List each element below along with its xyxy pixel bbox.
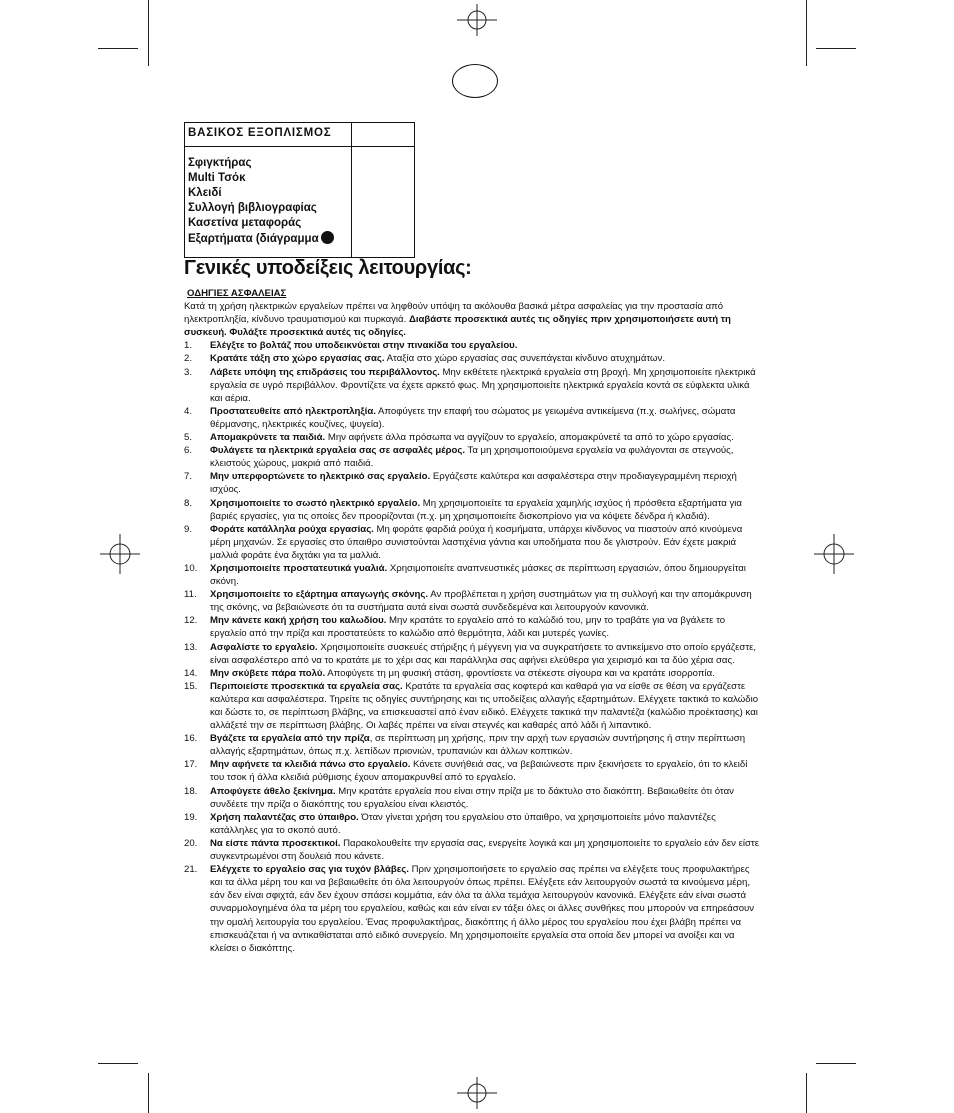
item-plain-text: Μην κρατάτε εργαλεία που είναι στην πρίζα με το δάκτυλο στο διακόπτη. Βεβαιωθείτε ότι όταν συνδέετε την πρίζα ο διακόπτης του εργαλείου είναι κλειστός. (210, 785, 734, 810)
safety-item (184, 431, 764, 444)
item-plain-text: Μην κρατάτε το εργαλείο από το καλώδιό του, μην το τραβάτε για να βγάλετε το εργαλείο από την πρίζα και προστατεύετε το καλώδιο από θερμότητα, λάδι και μυτερές γωνίες. (210, 615, 726, 640)
item-plain-text: Κρατάτε τα εργαλεία σας κοφτερά και καθαρά για να είσθε σε θέση να εργάζεστε καλύτερα και ασφαλέστερα. Τηρείτε τις οδηγίες συντήρησης και τις υποδείξεις αλλαγής εξαρτημάτων. Ελέγχετε τακτικά το καλώδιο και δώστε το, σε περίπτωση βλάβης, να επισκευαστεί από έναν ειδικό. Ελέγχετε τακτικά την παλαντέζα (καλώδιο προέκτασης) και αλλάξετέ την σε περίπτωση βλάβης. Οι λαβές πρέπει να είναι στεγνές και καθαρές από λάδι ή λιπαντικό. (210, 680, 759, 732)
item-plain-text: Χρησιμοποιείτε συσκευές στήριξης ή μέγγενη για να συγκρατήσετε το αντικείμενο στο οποίο εργάζεστε, είναι ασφαλέστερο από να το κρατάτε με το χέρι σας και παράλληλα σας αφήνει ελεύθερα για χειρισμό και τα δύο χέρια σας. (210, 641, 757, 666)
item-bold-text: Απομακρύνετε τα παιδιά. (210, 432, 326, 444)
crop-mark (98, 48, 138, 49)
safety-item (184, 497, 764, 523)
equipment-list (185, 147, 352, 258)
equipment-table-header: ΒΑΣΙΚΟΣ ΕΞΟΠΛΙΣΜΟΣ (185, 123, 352, 147)
equipment-item: Συλλογή βιβλιογραφίας (188, 202, 317, 214)
item-text (210, 863, 764, 955)
item-text (210, 562, 764, 588)
safety-item (184, 641, 764, 667)
equipment-item: Κλειδί (188, 187, 222, 199)
safety-item (184, 470, 764, 496)
item-plain-text: Όταν γίνεται χρήση του εργαλείου στο ύπαιθρο, να χρησιμοποιείτε μόνο παλαντέζες κατάλληλες για το σκοπό αυτό. (210, 811, 716, 836)
item-plain-text: Αποφύγετε την επαφή του σώματος με γειωμένα αντικείμενα (π.χ. σωλήνες, σώματα θέρμανσης, ηλεκτρικές κουζίνες, ψυγεία). (210, 405, 736, 430)
item-bold-text: Ελέγχετε το εργαλείο σας για τυχόν βλάβες. (210, 864, 409, 876)
item-plain-text: Κάνετε συνήθειά σας, να βεβαιώνεστε πριν ξεκινήσετε το εργαλείο, ότι το κλειδί του τσοκ ή άλλα κλειδιά ρύθμισης έχουν απομακρυνθεί από το εργαλείο. (210, 759, 748, 784)
item-text (210, 444, 764, 470)
safety-item (184, 444, 764, 470)
item-text (210, 614, 764, 640)
safety-item (184, 680, 764, 732)
item-number: 18. (184, 785, 198, 797)
item-bold-text: Χρησιμοποιείτε το εξάρτημα απαγωγής σκόνης. (210, 589, 429, 601)
crop-mark (806, 0, 807, 66)
crop-mark (98, 1063, 138, 1064)
equipment-item: Εξαρτήματα (διάγραμμα (188, 233, 319, 245)
safety-item (184, 837, 764, 863)
safety-item (184, 339, 764, 352)
item-text (210, 431, 764, 444)
item-plain-text: Τα μη χρησιμοποιούμενα εργαλεία να φυλάγονται σε στεγνούς, κλειστούς χώρους, μακριά από παιδιά. (210, 445, 734, 470)
item-number: 7. (184, 471, 193, 483)
item-number: 3. (184, 366, 193, 378)
safety-item (184, 352, 764, 365)
item-bold-text: Λάβετε υπόψη της επιδράσεις του περιβάλλοντος. (210, 366, 440, 378)
language-oval-icon (452, 64, 498, 98)
item-number: 4. (184, 405, 193, 417)
safety-item (184, 366, 764, 405)
item-number: 9. (184, 523, 193, 535)
item-text (210, 641, 764, 667)
item-plain-text: Χρησιμοποιείτε αναπνευστικές μάσκες σε περίπτωση εργασιών, όπου δημιουργείται σκόνη. (210, 562, 746, 588)
item-text (210, 785, 764, 811)
item-number: 19. (184, 811, 198, 823)
item-bold-text: Περιποιείστε προσεκτικά τα εργαλεία σας. (210, 680, 403, 692)
safety-item (184, 614, 764, 640)
crop-mark (816, 48, 856, 49)
item-bold-text: Ασφαλίστε το εργαλείο. (210, 641, 318, 653)
item-plain-text: Μην εκθέτετε ηλεκτρικά εργαλεία στη βροχή. Μη χρησιμοποιείτε ηλεκτρικά εργαλεία σε υγρό περιβάλλον. Φροντίζετε να έχετε αρκετό φως. Μη χρησιμοποιείτε ηλεκτρικά εργαλεία κοντά σε εύφλεκτα υλικά και αέρια. (210, 366, 756, 404)
item-plain-text: Μην αφήνετε άλλα πρόσωπα να αγγίζουν το εργαλείο, απομακρύνετέ τα από το χώρο εργασίας. (325, 432, 734, 444)
item-text (210, 405, 764, 431)
item-bold-text: Χρήση παλαντέζας στο ύπαιθρο. (210, 811, 359, 823)
item-number: 12. (184, 615, 198, 627)
item-number: 20. (184, 837, 198, 849)
item-text (210, 588, 764, 614)
intro-paragraph (184, 300, 764, 339)
item-plain-text: Αποφύγετε τη μη φυσική στάση, φροντίσετε να στέκεστε σίγουρα και να κρατάτε ισορροπία. (325, 667, 715, 679)
bullet-dot-icon (321, 231, 334, 244)
item-text (210, 497, 764, 523)
safety-item (184, 732, 764, 758)
item-bold-text: Προστατευθείτε από ηλεκτροπληξία. (210, 405, 376, 417)
item-number: 15. (184, 680, 198, 692)
item-text (210, 732, 764, 758)
item-number: 13. (184, 641, 198, 653)
crop-mark (816, 1063, 856, 1064)
item-number: 11. (184, 589, 197, 601)
item-plain-text: Αταξία στο χώρο εργασίας σας συνεπάγεται κίνδυνο ατυχημάτων. (384, 353, 665, 365)
item-number: 10. (184, 562, 198, 574)
item-number: 5. (184, 432, 193, 444)
item-number: 17. (184, 759, 198, 771)
crop-mark (148, 1073, 149, 1113)
item-number: 1. (184, 340, 193, 352)
registration-mark-icon (457, 4, 497, 36)
item-bold-text: Μην υπερφορτώνετε το ηλεκτρικό σας εργαλείο. (210, 471, 431, 483)
item-text (210, 837, 764, 863)
item-bold-text: Μην αφήνετε τα κλειδιά πάνω στο εργαλείο. (210, 759, 411, 771)
item-plain-text: , σε περίπτωση μη χρήσης, πριν την αρχή των εργασιών συντήρησης ή στην περίπτωση αλλαγής εξαρτημάτων, όπως π.χ. λεπίδων πριονιών, τρυπανιών και άλλων κοπτικών. (210, 733, 746, 758)
item-text (210, 366, 764, 405)
equipment-item: Κασετίνα μεταφοράς (188, 217, 302, 229)
item-plain-text: Μη χρησιμοποιείτε τα εργαλεία χαμηλής ισχύος ή πρόσθετα εξαρτήματα για βαριές εργασίες, για τις οποίες δεν προορίζονται (π.χ. μη χρησιμοποιείτε δισκοπρίονο για να κόψετε δένδρα ή κλαδιά). (210, 497, 742, 522)
safety-item (184, 523, 764, 562)
item-bold-text: Αποφύγετε άθελο ξεκίνημα. (210, 785, 336, 797)
item-plain-text: Μη φοράτε φαρδιά ρούχα ή κοσμήματα, υπάρχει κίνδυνος να πιαστούν από κινούμενα μέρη μηχανών. Σε εργασίες στο ύπαιθρο συνιστούνται λαστιχένια γάντια και υποδήματα που δε γλιστρούν. Εάν έχετε μακριά μαλλιά φοράτε ένα διχτάκι για τα μαλλιά. (210, 523, 743, 561)
page-title: Γενικές υποδείξεις λειτουργίας: (184, 257, 472, 279)
item-bold-text: Φυλάγετε τα ηλεκτρικά εργαλεία σας σε ασφαλές μέρος. (210, 445, 466, 457)
item-bold-text: Να είστε πάντα προσεκτικοί. (210, 837, 341, 849)
crop-mark (148, 0, 149, 66)
item-text (210, 667, 764, 680)
safety-list (184, 339, 764, 954)
item-number: 21. (184, 864, 198, 876)
item-plain-text: Παρακολουθείτε την εργασία σας, ενεργείτε λογικά και μη χρησιμοποιείτε το εργαλείο εάν δεν είστε συγκεντρωμένοι στη δουλειά που κάνετε. (210, 837, 759, 863)
equipment-table (184, 122, 415, 258)
item-bold-text: Κρατάτε τάξη στο χώρο εργασίας σας. (210, 353, 385, 365)
item-number: 6. (184, 445, 193, 457)
item-bold-text: Χρησιμοποιείτε προστατευτικά γυαλιά. (210, 562, 388, 574)
registration-mark-icon (814, 534, 854, 574)
safety-item (184, 588, 764, 614)
crop-mark (806, 1073, 807, 1113)
item-bold-text: Χρησιμοποιείτε το σωστό ηλεκτρικό εργαλείο. (210, 497, 421, 509)
equipment-table-empty-cell (352, 147, 415, 258)
item-text (210, 470, 764, 496)
item-number: 14. (184, 667, 198, 679)
item-bold-text: Βγάζετε τα εργαλεία από την πρίζα (210, 733, 370, 745)
item-bold-text: Ελέγξτε το βολτάζ που υποδεικνύεται στην πινακίδα του εργαλείου. (210, 340, 518, 352)
safety-item (184, 667, 764, 680)
section-heading: ΟΔΗΓΙΕΣ ΑΣΦΑΛΕΙΑΣ (187, 288, 287, 299)
item-number: 16. (184, 733, 198, 745)
safety-item (184, 785, 764, 811)
safety-item (184, 758, 764, 784)
item-text (210, 680, 764, 732)
registration-mark-icon (100, 534, 140, 574)
safety-item (184, 562, 764, 588)
equipment-item: Multi Τσόκ (188, 172, 246, 184)
item-text (210, 811, 764, 837)
equipment-item: Σφιγκτήρας (188, 157, 252, 169)
registration-mark-icon (457, 1077, 497, 1109)
intro-bold-text: Διαβάστε προσεκτικά αυτές τις οδηγίες πριν χρησιμοποιήσετε αυτή τη συσκευή. Φυλάξτε προσεκτικά αυτές τις οδηγίες. (184, 314, 731, 339)
safety-section (184, 287, 764, 955)
item-text (210, 523, 764, 562)
item-plain-text: Εργάζεστε καλύτερα και ασφαλέστερα στην προδιαγεγραμμένη περιοχή ισχύος. (210, 471, 737, 496)
item-bold-text: Μην κάνετε κακή χρήση του καλωδίου. (210, 615, 387, 627)
item-plain-text: Πριν χρησιμοποιήσετε το εργαλείο σας πρέπει να ελέγξετε τους προφυλακτήρες και τα άλλα μέρη του και να βεβαιωθείτε ότι όλα λειτουργούν όπως πρέπει. Ελέγξετε εάν λειτουργούν σωστά τα κινούμενα μέρη, εάν δεν είναι σφιχτά, εάν δεν έχουν σπάσει κομμάτια, εάν όλα τα άλλα τεμάχια λειτουργούν κανονικά. Ελέγξετε εάν είναι σωστά συναρμολογημένα όλα τα μέρη του εργαλείου, καθώς και εάν είναι εν τάξει όλες οι άλλες συνθήκες που μπορούν να επηρεάσουν την ομαλή λειτουργία του εργαλείου. Ένας προφυλακτήρας, διακόπτης ή άλλο μέρος του εργαλείου που έχει βλάβη πρέπει να επισκευάζεται ή να αντικαθίσταται από ειδικό συνεργείο. Μη χρησιμοποιείτε εργαλεία στα οποία δεν μπορεί να ανοίξει και να κλείσει ο διακόπτης. (210, 864, 755, 954)
item-bold-text: Μην σκύβετε πάρα πολύ. (210, 667, 326, 679)
safety-item (184, 405, 764, 431)
equipment-table-empty-cell (352, 123, 415, 147)
safety-item (184, 811, 764, 837)
item-plain-text: Αν προβλέπεται η χρήση συστημάτων για τη συλλογή και την απομάκρυνση της σκόνης, να βεβαιώνεστε ότι τα συστήματα αυτά είναι σωστά συνδεδεμένα και λειτουργούν κανονικά. (210, 589, 752, 614)
intro-text: Κατά τη χρήση ηλεκτρικών εργαλείων πρέπει να ληφθούν υπόψη τα ακόλουθα βασικά μέτρα ασφαλείας για την προστασία από ηλεκτροπληξία, κίνδυνο τραυματισμού και πυρκαγιά. (184, 301, 724, 326)
item-number: 8. (184, 497, 193, 509)
item-bold-text: Φοράτε κατάλληλα ρούχα εργασίας. (210, 523, 374, 535)
safety-item (184, 863, 764, 955)
equipment-item-with-dot (188, 231, 348, 247)
item-text (210, 339, 764, 352)
item-text (210, 758, 764, 784)
item-text (210, 352, 764, 365)
item-number: 2. (184, 353, 193, 365)
